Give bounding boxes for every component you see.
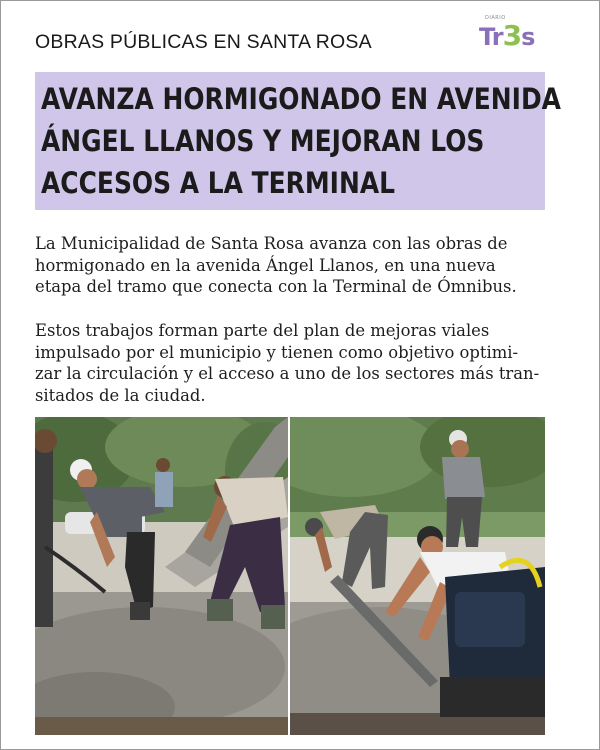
paragraph-line: sitados de la ciudad. [35, 385, 206, 405]
article-paragraph-2 [35, 320, 555, 406]
photo-workers-leveling [290, 417, 545, 735]
section-kicker: OBRAS PÚBLICAS EN SANTA ROSA [35, 31, 372, 53]
diario-tres-logo[interactable] [477, 15, 533, 55]
paragraph-line: impulsado por el municipio y tienen como objetivo optimi- [35, 342, 519, 362]
paragraph-line: etapa del tramo que conecta con la Terminal de Ómnibus. [35, 277, 517, 296]
headline [41, 78, 561, 204]
photo-workers-concrete [35, 417, 288, 735]
logo-small-text: DIARIO [485, 15, 506, 21]
article-paragraph-1 [35, 233, 555, 298]
logo-wordmark: Tr3s [479, 19, 535, 52]
headline-line: ACCESOS A LA TERMINAL [41, 166, 396, 200]
headline-line: AVANZA HORMIGONADO EN AVENIDA [41, 82, 561, 116]
headline-box [35, 72, 561, 210]
paragraph-line: hormigonado en la avenida Ángel Llanos, en una nueva [35, 255, 496, 275]
headline-line: ÁNGEL LLANOS Y MEJORAN LOS [41, 124, 485, 158]
paragraph-line: zar la circulación y el acceso a uno de los sectores más tran- [35, 364, 540, 383]
paragraph-line: La Municipalidad de Santa Rosa avanza con las obras de [35, 234, 508, 253]
paragraph-line: Estos trabajos forman parte del plan de mejoras viales [35, 321, 490, 340]
